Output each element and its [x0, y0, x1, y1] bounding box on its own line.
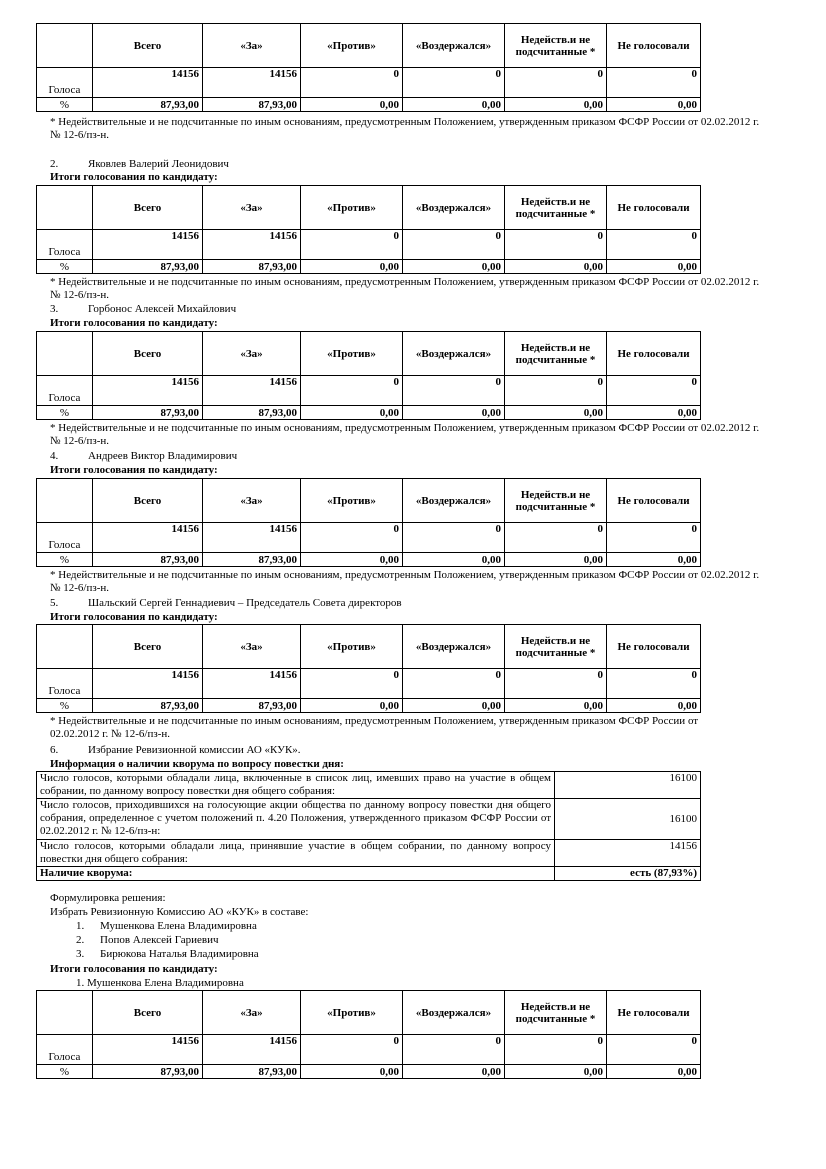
- quorum-heading: Информация о наличии кворума по вопросу повестки дня:: [50, 758, 344, 770]
- percent-cell: 0,00: [505, 553, 607, 567]
- header-empty-cell: [37, 479, 93, 523]
- row-label: %: [37, 1065, 93, 1079]
- percent-row: [37, 1065, 701, 1079]
- candidate-results-label: Итоги голосования по кандидату:: [50, 611, 218, 623]
- quorum-row-desc: Число голосов, которыми обладали лица, принявшие участие в общем собрании, по данному вопросу повестки дня общего собрания:: [37, 840, 555, 867]
- percent-cell: 0,00: [505, 699, 607, 713]
- column-header: Всего: [93, 24, 203, 68]
- votes-cell: 0: [505, 669, 607, 699]
- decision-member: [76, 948, 259, 961]
- column-header: «За»: [203, 991, 301, 1035]
- quorum-row-value: 16100: [555, 799, 701, 840]
- percent-cell: 0,00: [301, 406, 403, 420]
- votes-cell: 0: [607, 1035, 701, 1065]
- candidate-item: [50, 158, 229, 171]
- column-header: Не голосовали: [607, 332, 701, 376]
- footnote: * Недействительные и не подсчитанные по иным основаниям, предусмотренным Положением, утвержденным приказом ФСФР России от 02.02.2012 г. № 12-6/пз-н.: [50, 422, 760, 447]
- decision-label: Формулировка решения:: [50, 892, 166, 904]
- row-label: Голоса: [37, 230, 93, 260]
- percent-row: [37, 406, 701, 420]
- votes-cell: 14156: [93, 230, 203, 260]
- column-header: «За»: [203, 479, 301, 523]
- footnote: * Недействительные и не подсчитанные по иным основаниям, предусмотренным Положением, утвержденным приказом ФСФР России от 02.02.2012 г. № 12-6/пз-н.: [50, 569, 760, 594]
- column-header: «Против»: [301, 24, 403, 68]
- column-header: Недейств.и не подсчитанные *: [505, 625, 607, 669]
- member-number: 2.: [76, 934, 85, 946]
- column-header: Всего: [93, 479, 203, 523]
- final-candidate: 1. Мушенкова Елена Владимировна: [76, 977, 244, 989]
- votes-row: [37, 523, 701, 553]
- quorum-row-desc: Число голосов, приходившихся на голосующие акции общества по данному вопросу повестки дня общего собрания, определенное с учетом положений п. 4.20 Положения, утвержденного приказом ФСФР России от 02.02.2012 г. № 12-6/пз-н:: [37, 799, 555, 840]
- percent-cell: 87,93,00: [203, 260, 301, 274]
- vote-table-5: [36, 624, 700, 713]
- votes-cell: 0: [505, 230, 607, 260]
- candidate-number: 2.: [50, 158, 59, 170]
- row-label: Голоса: [37, 68, 93, 98]
- votes-row: [37, 376, 701, 406]
- percent-cell: 0,00: [403, 406, 505, 420]
- votes-cell: 0: [403, 230, 505, 260]
- vote-table-6: [36, 990, 700, 1079]
- percent-cell: 0,00: [301, 98, 403, 112]
- votes-cell: 0: [505, 68, 607, 98]
- column-header: Недейств.и не подсчитанные *: [505, 24, 607, 68]
- votes-cell: 14156: [203, 669, 301, 699]
- column-header: Не голосовали: [607, 991, 701, 1035]
- votes-cell: 14156: [203, 68, 301, 98]
- column-header: «Против»: [301, 991, 403, 1035]
- percent-cell: 0,00: [403, 1065, 505, 1079]
- quorum-row: [37, 772, 701, 799]
- row-label: %: [37, 406, 93, 420]
- candidate-number: 3.: [50, 303, 59, 315]
- votes-cell: 0: [301, 376, 403, 406]
- percent-cell: 0,00: [403, 98, 505, 112]
- percent-cell: 0,00: [607, 260, 701, 274]
- votes-cell: 0: [301, 669, 403, 699]
- vote-table-3: [36, 331, 700, 420]
- column-header: «Против»: [301, 479, 403, 523]
- votes-cell: 14156: [203, 376, 301, 406]
- votes-cell: 0: [301, 523, 403, 553]
- votes-cell: 0: [301, 68, 403, 98]
- header-empty-cell: [37, 332, 93, 376]
- percent-cell: 87,93,00: [93, 553, 203, 567]
- percent-cell: 87,93,00: [203, 98, 301, 112]
- votes-cell: 14156: [93, 523, 203, 553]
- column-header: Недейств.и не подсчитанные *: [505, 479, 607, 523]
- percent-cell: 0,00: [403, 553, 505, 567]
- column-header: «Воздержался»: [403, 991, 505, 1035]
- votes-cell: 0: [403, 523, 505, 553]
- member-name: Попов Алексей Гариевич: [100, 934, 219, 946]
- votes-cell: 0: [607, 68, 701, 98]
- agenda-item-6: [50, 744, 301, 757]
- percent-cell: 87,93,00: [203, 553, 301, 567]
- decision-member: [76, 920, 257, 933]
- votes-cell: 0: [607, 669, 701, 699]
- percent-cell: 0,00: [505, 98, 607, 112]
- footnote: * Недействительные и не подсчитанные по иным основаниям, предусмотренным Положением, утвержденным приказом ФСФР России от 02.02.2012 г. № 12-6/пз-н.: [50, 116, 760, 141]
- votes-cell: 0: [403, 68, 505, 98]
- decision-text: Избрать Ревизионную Комиссию АО «КУК» в составе:: [50, 906, 309, 918]
- row-label: %: [37, 260, 93, 274]
- header-empty-cell: [37, 991, 93, 1035]
- percent-cell: 0,00: [301, 699, 403, 713]
- votes-cell: 0: [505, 1035, 607, 1065]
- votes-cell: 0: [505, 523, 607, 553]
- column-header: «За»: [203, 24, 301, 68]
- row-label: %: [37, 98, 93, 112]
- table-header-row: [37, 479, 701, 523]
- row-label: %: [37, 699, 93, 713]
- column-header: Не голосовали: [607, 625, 701, 669]
- candidate-results-label: Итоги голосования по кандидату:: [50, 171, 218, 183]
- votes-cell: 14156: [203, 230, 301, 260]
- candidate-name: Андреев Виктор Владимирович: [88, 450, 238, 462]
- votes-cell: 14156: [93, 1035, 203, 1065]
- row-label: Голоса: [37, 376, 93, 406]
- quorum-presence-label: Наличие кворума:: [37, 867, 555, 881]
- row-label: Голоса: [37, 1035, 93, 1065]
- votes-cell: 0: [607, 523, 701, 553]
- percent-cell: 87,93,00: [93, 406, 203, 420]
- votes-row: [37, 1035, 701, 1065]
- column-header: Недейств.и не подсчитанные *: [505, 991, 607, 1035]
- votes-cell: 14156: [93, 669, 203, 699]
- votes-cell: 0: [301, 1035, 403, 1065]
- quorum-presence-value: есть (87,93%): [555, 867, 701, 881]
- votes-cell: 14156: [93, 376, 203, 406]
- percent-cell: 0,00: [607, 98, 701, 112]
- votes-cell: 0: [607, 230, 701, 260]
- column-header: Всего: [93, 186, 203, 230]
- quorum-row-desc: Число голосов, которыми обладали лица, включенные в список лиц, имевших право на участие в общем собрании, по данному вопросу повестки дня общего собрания:: [37, 772, 555, 799]
- percent-cell: 0,00: [505, 260, 607, 274]
- vote-table-2: [36, 185, 700, 274]
- table-header-row: [37, 186, 701, 230]
- candidate-number: 5.: [50, 597, 59, 609]
- votes-cell: 0: [403, 1035, 505, 1065]
- votes-cell: 14156: [203, 523, 301, 553]
- percent-cell: 0,00: [505, 1065, 607, 1079]
- candidate-results-label: Итоги голосования по кандидату:: [50, 464, 218, 476]
- column-header: «За»: [203, 186, 301, 230]
- column-header: Не голосовали: [607, 186, 701, 230]
- percent-cell: 87,93,00: [93, 699, 203, 713]
- column-header: «Против»: [301, 625, 403, 669]
- column-header: Не голосовали: [607, 479, 701, 523]
- table-header-row: [37, 332, 701, 376]
- table-header-row: [37, 991, 701, 1035]
- table-header-row: [37, 625, 701, 669]
- footnote: * Недействительные и не подсчитанные по иным основаниям, предусмотренным Положением, утвержденным приказом ФСФР России от 02.02.2012 г. № 12-6/пз-н.: [50, 715, 699, 740]
- votes-cell: 0: [403, 669, 505, 699]
- quorum-row: [37, 840, 701, 867]
- row-label: %: [37, 553, 93, 567]
- votes-cell: 14156: [203, 1035, 301, 1065]
- percent-cell: 87,93,00: [93, 98, 203, 112]
- column-header: Недейств.и не подсчитанные *: [505, 186, 607, 230]
- candidate-results-label: Итоги голосования по кандидату:: [50, 317, 218, 329]
- percent-cell: 0,00: [403, 699, 505, 713]
- column-header: «Воздержался»: [403, 186, 505, 230]
- header-empty-cell: [37, 625, 93, 669]
- percent-cell: 87,93,00: [203, 699, 301, 713]
- agenda-item-number: 6.: [50, 744, 59, 756]
- quorum-row: [37, 799, 701, 840]
- percent-cell: 0,00: [607, 1065, 701, 1079]
- percent-cell: 0,00: [505, 406, 607, 420]
- column-header: «Воздержался»: [403, 625, 505, 669]
- member-name: Мушенкова Елена Владимировна: [100, 920, 257, 932]
- quorum-row-value: 16100: [555, 772, 701, 799]
- votes-cell: 14156: [93, 68, 203, 98]
- footnote: * Недействительные и не подсчитанные по иным основаниям, предусмотренным Положением, утвержденным приказом ФСФР России от 02.02.2012 г. № 12-6/пз-н.: [50, 276, 760, 301]
- column-header: Недейств.и не подсчитанные *: [505, 332, 607, 376]
- quorum-row-value: 14156: [555, 840, 701, 867]
- header-empty-cell: [37, 186, 93, 230]
- column-header: «Против»: [301, 332, 403, 376]
- percent-cell: 0,00: [607, 553, 701, 567]
- percent-row: [37, 260, 701, 274]
- candidate-name: Горбонос Алексей Михайлович: [88, 303, 237, 315]
- column-header: Всего: [93, 991, 203, 1035]
- row-label: Голоса: [37, 669, 93, 699]
- votes-row: [37, 669, 701, 699]
- quorum-table: [36, 771, 700, 881]
- candidate-number: 4.: [50, 450, 59, 462]
- candidate-item: [50, 450, 237, 463]
- member-number: 3.: [76, 948, 85, 960]
- member-number: 1.: [76, 920, 85, 932]
- percent-row: [37, 553, 701, 567]
- agenda-item-title: Избрание Ревизионной комиссии АО «КУК».: [88, 744, 301, 756]
- column-header: «За»: [203, 332, 301, 376]
- header-empty-cell: [37, 24, 93, 68]
- votes-row: [37, 68, 701, 98]
- candidate-name: Яковлев Валерий Леонидович: [88, 158, 229, 170]
- votes-row: [37, 230, 701, 260]
- votes-cell: 0: [403, 376, 505, 406]
- candidate-results-label: Итоги голосования по кандидату:: [50, 963, 218, 975]
- votes-cell: 0: [301, 230, 403, 260]
- column-header: «Воздержался»: [403, 479, 505, 523]
- vote-table-1: [36, 23, 700, 112]
- percent-cell: 0,00: [403, 260, 505, 274]
- decision-member: [76, 934, 219, 947]
- column-header: «Воздержался»: [403, 24, 505, 68]
- table-header-row: [37, 24, 701, 68]
- candidate-item: [50, 597, 402, 610]
- percent-cell: 87,93,00: [93, 1065, 203, 1079]
- percent-row: [37, 699, 701, 713]
- percent-cell: 0,00: [607, 406, 701, 420]
- votes-cell: 0: [505, 376, 607, 406]
- column-header: Всего: [93, 332, 203, 376]
- column-header: «Против»: [301, 186, 403, 230]
- column-header: Всего: [93, 625, 203, 669]
- percent-cell: 87,93,00: [203, 406, 301, 420]
- member-name: Бирюкова Наталья Владимировна: [100, 948, 259, 960]
- percent-cell: 0,00: [607, 699, 701, 713]
- candidate-item: [50, 303, 236, 316]
- percent-cell: 87,93,00: [203, 1065, 301, 1079]
- candidate-name: Шальский Сергей Геннадиевич – Председатель Совета директоров: [88, 597, 402, 609]
- percent-cell: 0,00: [301, 1065, 403, 1079]
- votes-cell: 0: [607, 376, 701, 406]
- column-header: Не голосовали: [607, 24, 701, 68]
- percent-cell: 0,00: [301, 553, 403, 567]
- percent-cell: 87,93,00: [93, 260, 203, 274]
- column-header: «Воздержался»: [403, 332, 505, 376]
- percent-cell: 0,00: [301, 260, 403, 274]
- vote-table-4: [36, 478, 700, 567]
- row-label: Голоса: [37, 523, 93, 553]
- column-header: «За»: [203, 625, 301, 669]
- quorum-presence-row: [37, 867, 701, 881]
- percent-row: [37, 98, 701, 112]
